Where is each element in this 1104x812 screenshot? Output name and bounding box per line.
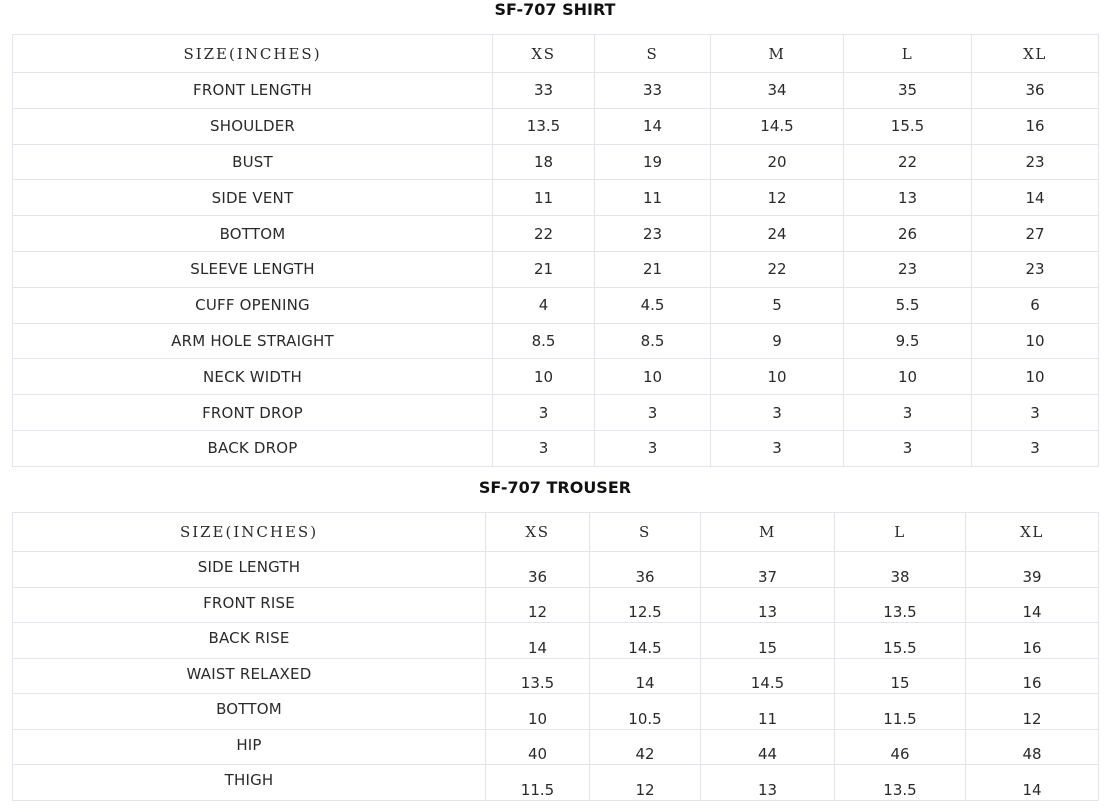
- table-row: [13, 694, 1099, 730]
- measurement-cell: 5.5: [844, 287, 972, 323]
- measurement-cell: 16: [972, 108, 1099, 144]
- table-row: [13, 73, 1099, 109]
- measurement-cell: 3: [844, 430, 972, 466]
- measurement-cell: 12: [966, 694, 1099, 730]
- trouser-header-size-m: M: [701, 513, 835, 552]
- row-label: BACK RISE: [13, 623, 486, 659]
- measurement-cell: 23: [844, 251, 972, 287]
- table-row: [13, 287, 1099, 323]
- measurement-cell: 11.5: [486, 765, 590, 801]
- measurement-cell: 22: [711, 251, 844, 287]
- measurement-cell: 13: [844, 180, 972, 216]
- measurement-cell: 34: [711, 73, 844, 109]
- measurement-cell: 23: [972, 144, 1099, 180]
- shirt-header-row: [13, 35, 1099, 73]
- table-row: [13, 658, 1099, 694]
- measurement-cell: 9.5: [844, 323, 972, 359]
- measurement-cell: 3: [711, 395, 844, 431]
- measurement-cell: 10: [711, 359, 844, 395]
- row-label: HIP: [13, 729, 486, 765]
- measurement-cell: 11: [595, 180, 711, 216]
- row-label: BUST: [13, 144, 493, 180]
- measurement-cell: 38: [835, 552, 966, 588]
- shirt-header-size-xl: XL: [972, 35, 1099, 73]
- measurement-cell: 13.5: [486, 658, 590, 694]
- measurement-cell: 48: [966, 729, 1099, 765]
- row-label: FRONT RISE: [13, 587, 486, 623]
- measurement-cell: 10: [972, 359, 1099, 395]
- table-row: [13, 395, 1099, 431]
- shirt-header-size-xs: XS: [493, 35, 595, 73]
- measurement-cell: 13.5: [835, 587, 966, 623]
- measurement-cell: 36: [486, 552, 590, 588]
- measurement-cell: 5: [711, 287, 844, 323]
- measurement-cell: 3: [493, 395, 595, 431]
- table-row: [13, 623, 1099, 659]
- row-label: CUFF OPENING: [13, 287, 493, 323]
- row-label: ARM HOLE STRAIGHT: [13, 323, 493, 359]
- row-label: BACK DROP: [13, 430, 493, 466]
- measurement-cell: 44: [701, 729, 835, 765]
- measurement-cell: 14: [966, 587, 1099, 623]
- measurement-cell: 14.5: [701, 658, 835, 694]
- measurement-cell: 46: [835, 729, 966, 765]
- measurement-cell: 4: [493, 287, 595, 323]
- table-row: [13, 729, 1099, 765]
- trouser-header-size-l: L: [835, 513, 966, 552]
- measurement-cell: 3: [972, 430, 1099, 466]
- measurement-cell: 13.5: [835, 765, 966, 801]
- shirt-header-size-l: L: [844, 35, 972, 73]
- row-label: SHOULDER: [13, 108, 493, 144]
- measurement-cell: 10: [486, 694, 590, 730]
- measurement-cell: 24: [711, 216, 844, 252]
- measurement-cell: 35: [844, 73, 972, 109]
- row-label: FRONT LENGTH: [13, 73, 493, 109]
- measurement-cell: 12.5: [590, 587, 701, 623]
- table-row: [13, 587, 1099, 623]
- measurement-cell: 13: [701, 765, 835, 801]
- measurement-cell: 14: [486, 623, 590, 659]
- measurement-cell: 14.5: [590, 623, 701, 659]
- measurement-cell: 3: [595, 430, 711, 466]
- measurement-cell: 33: [493, 73, 595, 109]
- shirt-header-size-m: M: [711, 35, 844, 73]
- measurement-cell: 23: [972, 251, 1099, 287]
- measurement-cell: 11: [493, 180, 595, 216]
- measurement-cell: 19: [595, 144, 711, 180]
- trouser-header-row: [13, 513, 1099, 552]
- table-row: [13, 108, 1099, 144]
- measurement-cell: 11: [701, 694, 835, 730]
- measurement-cell: 10: [493, 359, 595, 395]
- row-label: SIDE LENGTH: [13, 552, 486, 588]
- row-label: BOTTOM: [13, 216, 493, 252]
- measurement-cell: 16: [966, 623, 1099, 659]
- measurement-cell: 22: [493, 216, 595, 252]
- measurement-cell: 10.5: [590, 694, 701, 730]
- table-row: [13, 144, 1099, 180]
- measurement-cell: 18: [493, 144, 595, 180]
- measurement-cell: 14: [966, 765, 1099, 801]
- table-row: [13, 251, 1099, 287]
- measurement-cell: 14.5: [711, 108, 844, 144]
- table-row: [13, 430, 1099, 466]
- measurement-cell: 21: [595, 251, 711, 287]
- measurement-cell: 15.5: [835, 623, 966, 659]
- measurement-cell: 11.5: [835, 694, 966, 730]
- measurement-cell: 13.5: [493, 108, 595, 144]
- measurement-cell: 10: [844, 359, 972, 395]
- measurement-cell: 39: [966, 552, 1099, 588]
- measurement-cell: 13: [701, 587, 835, 623]
- table-row: [13, 180, 1099, 216]
- measurement-cell: 23: [595, 216, 711, 252]
- measurement-cell: 3: [844, 395, 972, 431]
- row-label: SLEEVE LENGTH: [13, 251, 493, 287]
- measurement-cell: 3: [595, 395, 711, 431]
- measurement-cell: 26: [844, 216, 972, 252]
- measurement-cell: 33: [595, 73, 711, 109]
- table-row: [13, 359, 1099, 395]
- shirt-table-title: SF-707 SHIRT: [494, 0, 616, 19]
- row-label: FRONT DROP: [13, 395, 493, 431]
- measurement-cell: 10: [972, 323, 1099, 359]
- measurement-cell: 9: [711, 323, 844, 359]
- trouser-header-size-xs: XS: [486, 513, 590, 552]
- row-label: SIDE VENT: [13, 180, 493, 216]
- row-label: BOTTOM: [13, 694, 486, 730]
- measurement-cell: 37: [701, 552, 835, 588]
- row-label: WAIST RELAXED: [13, 658, 486, 694]
- measurement-cell: 8.5: [595, 323, 711, 359]
- measurement-cell: 3: [493, 430, 595, 466]
- measurement-cell: 16: [966, 658, 1099, 694]
- shirt-header-size-label: SIZE(INCHES): [13, 35, 493, 73]
- measurement-cell: 12: [711, 180, 844, 216]
- table-row: [13, 552, 1099, 588]
- measurement-cell: 6: [972, 287, 1099, 323]
- measurement-cell: 15.5: [844, 108, 972, 144]
- measurement-cell: 3: [972, 395, 1099, 431]
- measurement-cell: 14: [595, 108, 711, 144]
- measurement-cell: 22: [844, 144, 972, 180]
- table-row: [13, 765, 1099, 801]
- measurement-cell: 3: [711, 430, 844, 466]
- measurement-cell: 15: [835, 658, 966, 694]
- trouser-header-size-s: S: [590, 513, 701, 552]
- measurement-cell: 36: [590, 552, 701, 588]
- shirt-header-size-s: S: [595, 35, 711, 73]
- measurement-cell: 42: [590, 729, 701, 765]
- measurement-cell: 14: [590, 658, 701, 694]
- trouser-header-size-xl: XL: [966, 513, 1099, 552]
- measurement-cell: 12: [486, 587, 590, 623]
- measurement-cell: 12: [590, 765, 701, 801]
- row-label: THIGH: [13, 765, 486, 801]
- measurement-cell: 4.5: [595, 287, 711, 323]
- row-label: NECK WIDTH: [13, 359, 493, 395]
- shirt-size-table: [12, 34, 1099, 467]
- measurement-cell: 8.5: [493, 323, 595, 359]
- measurement-cell: 20: [711, 144, 844, 180]
- measurement-cell: 40: [486, 729, 590, 765]
- trouser-size-table: [12, 512, 1099, 801]
- measurement-cell: 21: [493, 251, 595, 287]
- measurement-cell: 14: [972, 180, 1099, 216]
- table-row: [13, 323, 1099, 359]
- table-row: [13, 216, 1099, 252]
- measurement-cell: 36: [972, 73, 1099, 109]
- measurement-cell: 10: [595, 359, 711, 395]
- measurement-cell: 15: [701, 623, 835, 659]
- trouser-table-title: SF-707 TROUSER: [478, 478, 632, 497]
- trouser-header-size-label: SIZE(INCHES): [13, 513, 486, 552]
- measurement-cell: 27: [972, 216, 1099, 252]
